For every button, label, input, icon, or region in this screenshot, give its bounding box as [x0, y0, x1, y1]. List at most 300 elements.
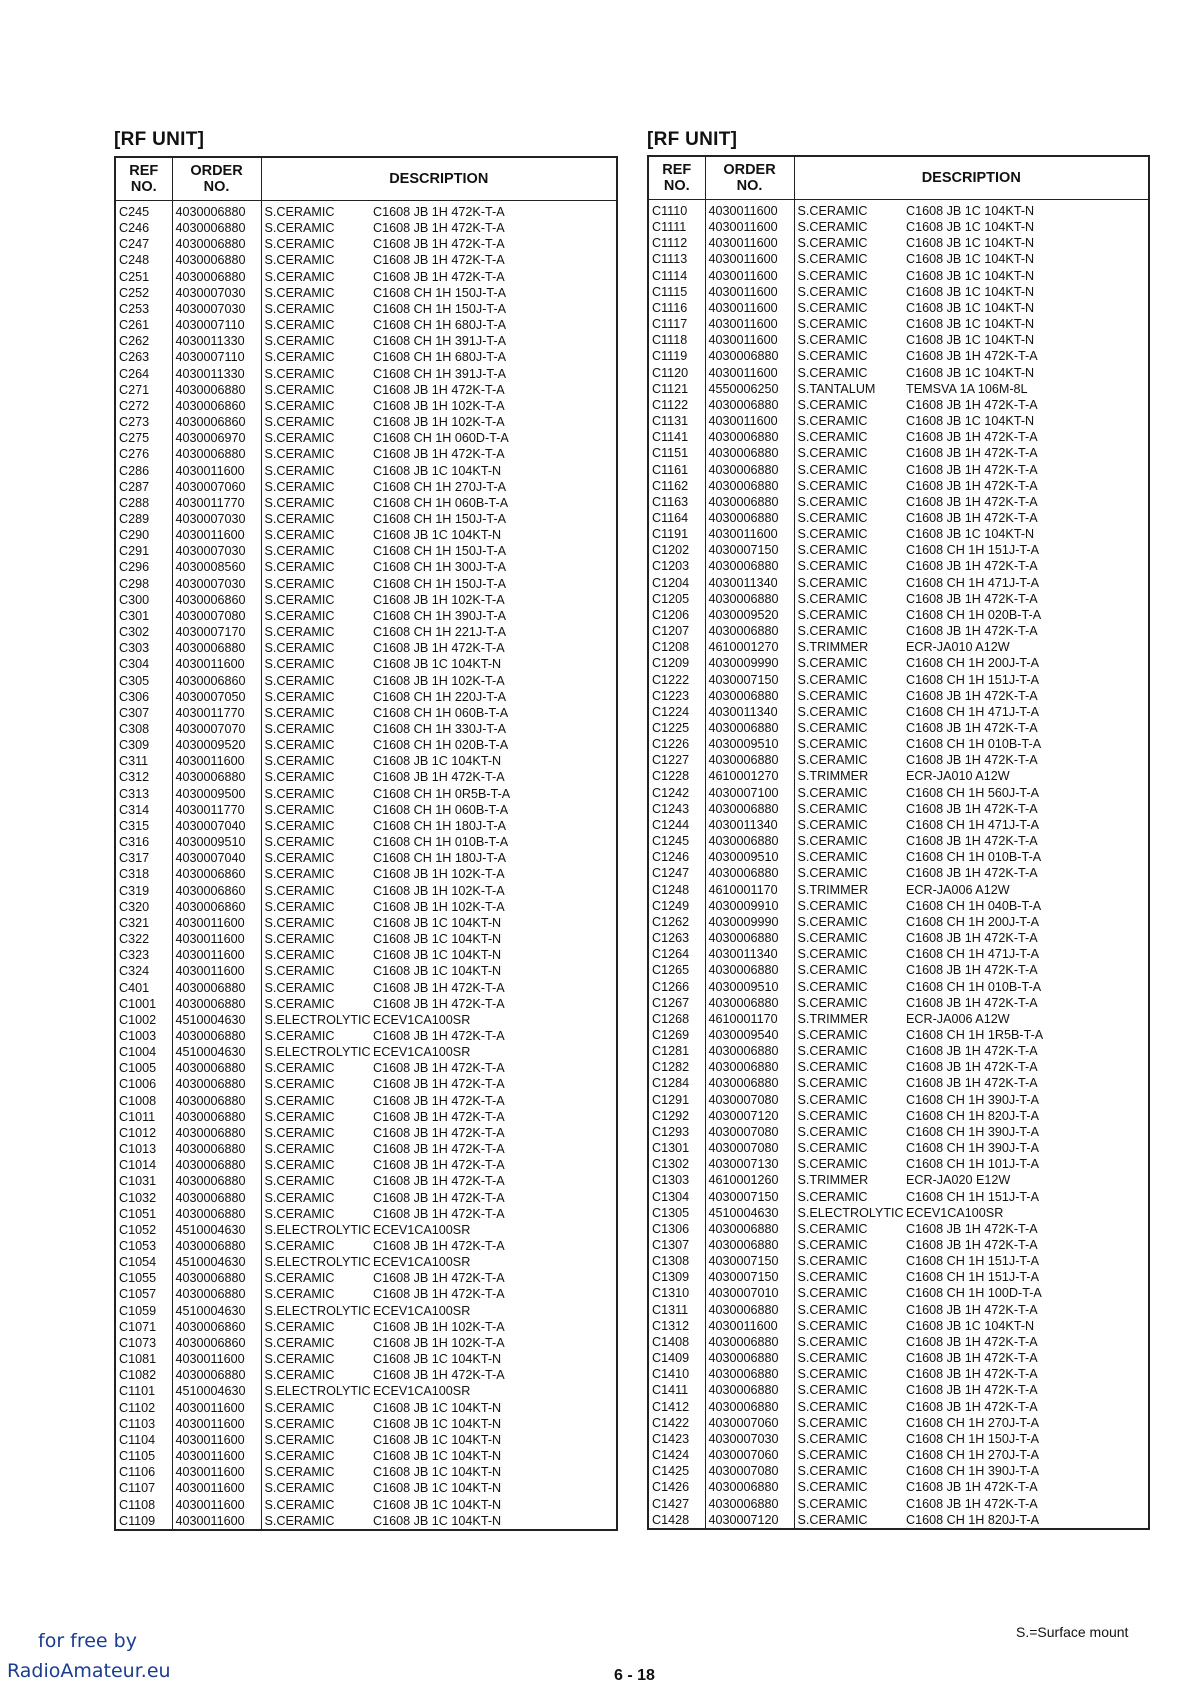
ref-no-cell: C288 — [115, 495, 172, 511]
table-row — [115, 366, 617, 382]
order-no-cell: 4030007110 — [172, 349, 261, 365]
part-type-cell: S.CERAMIC — [797, 1254, 868, 1269]
ref-no-cell: C1409 — [648, 1350, 705, 1366]
part-spec-cell: C1608 CH 1H 150J-T-A — [906, 1431, 1039, 1446]
ref-no-cell: C271 — [115, 382, 172, 398]
ref-no-cell: C1428 — [648, 1512, 705, 1529]
table-row — [115, 996, 617, 1012]
order-no-cell: 4030006880 — [705, 510, 794, 526]
table-row — [648, 962, 1149, 978]
part-type-cell: S.ELECTROLYTIC — [264, 1045, 371, 1060]
part-spec-cell: ECR-JA006 A12W — [906, 882, 1010, 897]
part-spec-cell: C1608 JB 1C 104KT-N — [906, 300, 1035, 315]
table-row — [115, 543, 617, 559]
part-type-cell: S.CERAMIC — [264, 269, 335, 284]
part-spec-cell: C1608 CH 1H 151J-T-A — [906, 1254, 1039, 1269]
part-spec-cell: C1608 JB 1H 472K-T-A — [906, 931, 1038, 946]
part-type-cell: S.CERAMIC — [264, 899, 335, 914]
order-no-cell: 4030007080 — [705, 1463, 794, 1479]
order-no-cell: 4030006880 — [705, 1221, 794, 1237]
ref-no-cell: C1427 — [648, 1496, 705, 1512]
part-type-cell: S.CERAMIC — [264, 382, 335, 397]
part-type-cell: S.CERAMIC — [264, 479, 335, 494]
part-spec-cell: C1608 JB 1H 472K-T-A — [906, 1334, 1038, 1349]
part-spec-cell: C1608 JB 1H 472K-T-A — [906, 559, 1038, 574]
part-spec-cell: C1608 JB 1H 472K-T-A — [373, 1093, 505, 1108]
order-no-cell: 4030006880 — [705, 1075, 794, 1091]
ref-no-cell: C1306 — [648, 1221, 705, 1237]
part-spec-cell: C1608 JB 1H 472K-T-A — [906, 494, 1038, 509]
ref-no-cell: C1264 — [648, 946, 705, 962]
part-type-cell: S.TRIMMER — [797, 882, 869, 897]
table-row — [115, 802, 617, 818]
ref-no-cell: C1307 — [648, 1237, 705, 1253]
part-type-cell: S.CERAMIC — [797, 317, 868, 332]
order-no-cell: 4030006880 — [705, 1043, 794, 1059]
ref-no-cell: C1103 — [115, 1416, 172, 1432]
ref-no-cell: C291 — [115, 543, 172, 559]
table-row — [648, 1415, 1149, 1431]
part-type-cell: S.CERAMIC — [797, 721, 868, 735]
table-row — [115, 1303, 617, 1319]
ref-no-cell: C247 — [115, 236, 172, 252]
part-type-cell: S.CERAMIC — [264, 592, 335, 607]
order-no-cell: 4030006880 — [172, 1190, 261, 1206]
order-no-cell: 4030006880 — [705, 995, 794, 1011]
part-type-cell: S.CERAMIC — [264, 1287, 335, 1302]
part-type-cell: S.CERAMIC — [264, 657, 335, 672]
part-spec-cell: C1608 JB 1C 104KT-N — [906, 1318, 1035, 1333]
order-no-cell: 4030006880 — [172, 1060, 261, 1076]
part-type-cell: S.CERAMIC — [797, 414, 868, 429]
part-spec-cell: C1608 JB 1C 104KT-N — [906, 365, 1035, 380]
table-row — [115, 1238, 617, 1254]
order-no-cell: 4030011600 — [172, 931, 261, 947]
table-row — [648, 752, 1149, 768]
part-type-cell: S.CERAMIC — [264, 786, 335, 801]
part-type-cell: S.CERAMIC — [264, 237, 335, 252]
ref-no-cell: C322 — [115, 931, 172, 947]
table-row — [115, 495, 617, 511]
order-no-cell: 4030011600 — [705, 251, 794, 267]
ref-no-cell: C401 — [115, 980, 172, 996]
part-spec-cell: C1608 CH 1H 391J-T-A — [373, 366, 506, 381]
order-no-cell: 4030011600 — [172, 1497, 261, 1513]
ref-no-cell: C253 — [115, 301, 172, 317]
part-type-cell: S.CERAMIC — [264, 334, 335, 349]
order-no-cell: 4030006880 — [705, 623, 794, 639]
part-spec-cell: C1608 JB 1H 472K-T-A — [906, 1496, 1038, 1511]
part-spec-cell: C1608 CH 1H 060D-T-A — [373, 431, 509, 446]
order-no-cell: 4030011600 — [172, 1448, 261, 1464]
part-type-cell: S.CERAMIC — [797, 1238, 868, 1252]
part-type-cell: S.CERAMIC — [797, 834, 868, 849]
part-spec-cell: ECR-JA010 A12W — [906, 769, 1010, 784]
table-row — [115, 414, 617, 430]
part-type-cell: S.CERAMIC — [797, 1270, 868, 1285]
part-type-cell: S.CERAMIC — [797, 349, 868, 364]
ref-no-cell: C1425 — [648, 1463, 705, 1479]
order-no-cell: 4030006880 — [172, 1109, 261, 1125]
part-spec-cell: C1608 JB 1C 104KT-N — [906, 204, 1035, 218]
order-no-cell: 4030006880 — [705, 1366, 794, 1382]
table-row — [648, 1447, 1149, 1463]
table-row — [115, 511, 617, 527]
order-no-cell: 4030006880 — [705, 494, 794, 510]
order-no-cell: 4030006880 — [705, 752, 794, 768]
table-row — [648, 865, 1149, 881]
part-type-cell: S.CERAMIC — [797, 607, 868, 622]
table-row — [648, 817, 1149, 833]
order-no-cell: 4030006880 — [172, 1238, 261, 1254]
ref-no-cell: C1106 — [115, 1464, 172, 1480]
part-spec-cell: C1608 JB 1C 104KT-N — [373, 657, 502, 672]
ref-no-cell: C313 — [115, 786, 172, 802]
ref-no-cell: C1282 — [648, 1059, 705, 1075]
part-type-cell: S.CERAMIC — [264, 1206, 335, 1221]
part-spec-cell: C1608 JB 1H 102K-T-A — [373, 673, 505, 688]
table-row — [648, 200, 1149, 220]
table-row — [648, 251, 1149, 267]
part-type-cell: S.ELECTROLYTIC — [264, 1303, 371, 1318]
part-spec-cell: C1608 CH 1H 151J-T-A — [906, 1270, 1039, 1285]
part-spec-cell: C1608 JB 1C 104KT-N — [373, 964, 502, 979]
ref-no-cell: C1301 — [648, 1140, 705, 1156]
part-spec-cell: C1608 CH 1H 150J-T-A — [373, 301, 506, 316]
order-no-cell: 4030006880 — [172, 1206, 261, 1222]
part-type-cell: S.CERAMIC — [264, 738, 335, 753]
order-no-cell: 4030006880 — [705, 558, 794, 574]
part-type-cell: S.CERAMIC — [264, 802, 335, 817]
order-no-cell: 4030007150 — [705, 1269, 794, 1285]
order-no-cell: 4030006880 — [172, 769, 261, 785]
ref-no-cell: C308 — [115, 721, 172, 737]
order-no-cell: 4030006880 — [705, 688, 794, 704]
order-no-cell: 4030007120 — [705, 1108, 794, 1124]
order-no-cell: 4030006860 — [172, 1319, 261, 1335]
left-parts-table — [114, 156, 618, 1531]
part-type-cell: S.CERAMIC — [264, 1400, 335, 1415]
ref-no-cell: C1269 — [648, 1027, 705, 1043]
part-type-cell: S.CERAMIC — [264, 463, 335, 478]
table-row — [648, 1205, 1149, 1221]
table-row — [648, 1124, 1149, 1140]
order-no-cell: 4030007070 — [172, 721, 261, 737]
order-no-cell: 4030006880 — [705, 962, 794, 978]
part-spec-cell: C1608 JB 1H 472K-T-A — [906, 1383, 1038, 1398]
part-spec-cell: C1608 JB 1C 104KT-N — [906, 317, 1035, 332]
table-row — [115, 608, 617, 624]
ref-no-cell: C1121 — [648, 381, 705, 397]
table-row — [648, 1463, 1149, 1479]
part-type-cell: S.CERAMIC — [797, 947, 868, 962]
order-no-cell: 4030011600 — [172, 1513, 261, 1530]
table-row — [648, 381, 1149, 397]
order-no-cell: 4030011340 — [705, 575, 794, 591]
order-no-cell: 4030007100 — [705, 785, 794, 801]
part-type-cell: S.CERAMIC — [797, 817, 868, 832]
part-spec-cell: C1608 JB 1H 102K-T-A — [373, 899, 505, 914]
part-spec-cell: C1608 CH 1H 270J-T-A — [906, 1415, 1039, 1430]
table-row — [115, 446, 617, 462]
part-spec-cell: C1608 JB 1H 472K-T-A — [906, 1060, 1038, 1075]
ref-no-cell: C1263 — [648, 930, 705, 946]
table-row — [648, 1496, 1149, 1512]
part-type-cell: S.ELECTROLYTIC — [797, 1205, 904, 1220]
order-no-cell: 4030011340 — [705, 946, 794, 962]
part-spec-cell: C1608 JB 1H 472K-T-A — [906, 963, 1038, 978]
part-type-cell: S.CERAMIC — [797, 446, 868, 461]
part-type-cell: S.CERAMIC — [264, 818, 335, 833]
part-type-cell: S.ELECTROLYTIC — [264, 1384, 371, 1399]
part-spec-cell: C1608 JB 1H 472K-T-A — [906, 1238, 1038, 1252]
part-spec-cell: C1608 JB 1H 472K-T-A — [373, 1077, 505, 1092]
ref-no-cell: C1032 — [115, 1190, 172, 1206]
table-row — [648, 348, 1149, 364]
part-type-cell: S.CERAMIC — [797, 1351, 868, 1366]
left-unit-title: [RF UNIT] — [114, 129, 205, 150]
ref-no-cell: C263 — [115, 349, 172, 365]
part-type-cell: S.CERAMIC — [797, 220, 868, 235]
right-unit-title: [RF UNIT] — [647, 129, 738, 150]
ref-no-cell: C1115 — [648, 284, 705, 300]
part-type-cell: S.CERAMIC — [797, 1076, 868, 1091]
part-spec-cell: C1608 JB 1H 472K-T-A — [373, 1190, 505, 1205]
ref-no-cell: C246 — [115, 220, 172, 236]
part-type-cell: S.CERAMIC — [797, 527, 868, 542]
part-type-cell: S.CERAMIC — [264, 1174, 335, 1189]
table-row — [648, 1221, 1149, 1237]
part-type-cell: S.CERAMIC — [797, 510, 868, 525]
ref-no-cell: C1131 — [648, 413, 705, 429]
part-type-cell: S.CERAMIC — [264, 932, 335, 947]
ref-no-cell: C316 — [115, 834, 172, 850]
table-row — [115, 624, 617, 640]
table-row — [648, 235, 1149, 251]
ref-no-cell: C1108 — [115, 1497, 172, 1513]
ref-no-cell: C1110 — [648, 200, 705, 220]
table-row — [648, 526, 1149, 542]
part-spec-cell: C1608 JB 1H 472K-T-A — [373, 1125, 505, 1140]
order-no-cell: 4030006880 — [705, 930, 794, 946]
part-spec-cell: C1608 CH 1H 150J-T-A — [373, 285, 506, 300]
part-spec-cell: C1608 JB 1H 472K-T-A — [906, 866, 1038, 881]
table-row — [648, 1399, 1149, 1415]
order-no-cell: 4030006880 — [172, 996, 261, 1012]
part-spec-cell: C1608 CH 1H 471J-T-A — [906, 704, 1039, 719]
table-row — [115, 673, 617, 689]
part-spec-cell: C1608 JB 1H 472K-T-A — [373, 980, 505, 995]
part-type-cell: S.CERAMIC — [264, 1109, 335, 1124]
ref-no-cell: C1005 — [115, 1060, 172, 1076]
order-no-cell: 4030009510 — [172, 834, 261, 850]
part-spec-cell: C1608 CH 1H 471J-T-A — [906, 947, 1039, 962]
ref-no-cell: C1163 — [648, 494, 705, 510]
order-no-cell: 4030011600 — [705, 413, 794, 429]
order-no-cell: 4030011340 — [705, 704, 794, 720]
part-type-cell: S.CERAMIC — [264, 495, 335, 510]
table-row — [648, 1043, 1149, 1059]
part-type-cell: S.CERAMIC — [797, 365, 868, 380]
part-spec-cell: C1608 JB 1H 472K-T-A — [373, 1142, 505, 1157]
ref-no-cell: C245 — [115, 201, 172, 221]
ref-no-cell: C1111 — [648, 219, 705, 235]
table-row — [648, 542, 1149, 558]
part-spec-cell: C1608 JB 1H 472K-T-A — [906, 834, 1038, 849]
order-no-cell: 4030006880 — [705, 1334, 794, 1350]
table-row — [115, 592, 617, 608]
ref-no-cell: C1004 — [115, 1044, 172, 1060]
part-type-cell: S.CERAMIC — [264, 673, 335, 688]
left-table-body — [115, 201, 617, 1530]
part-type-cell: S.CERAMIC — [264, 689, 335, 704]
part-spec-cell: C1608 JB 1H 102K-T-A — [373, 883, 505, 898]
ref-no-cell: C307 — [115, 705, 172, 721]
ref-no-cell: C1054 — [115, 1254, 172, 1270]
table-row — [648, 768, 1149, 784]
order-no-cell: 4030007030 — [172, 576, 261, 592]
table-row — [115, 1109, 617, 1125]
part-spec-cell: C1608 CH 1H 680J-T-A — [373, 318, 506, 333]
table-row — [648, 946, 1149, 962]
order-no-cell: 4030006880 — [172, 1125, 261, 1141]
table-row — [115, 834, 617, 850]
part-spec-cell: C1608 CH 1H 330J-T-A — [373, 722, 506, 736]
order-no-cell: 4030006860 — [172, 592, 261, 608]
order-no-cell: 4030011600 — [172, 1432, 261, 1448]
order-no-cell: 4610001170 — [705, 882, 794, 898]
order-no-cell: 4030007080 — [705, 1140, 794, 1156]
part-spec-cell: C1608 JB 1C 104KT-N — [373, 932, 502, 947]
part-spec-cell: C1608 JB 1H 472K-T-A — [373, 447, 505, 462]
order-no-cell: 4030006880 — [172, 236, 261, 252]
ref-no-cell: C1291 — [648, 1092, 705, 1108]
part-type-cell: S.CERAMIC — [797, 979, 868, 994]
description-header: DESCRIPTION — [261, 157, 617, 201]
order-no-cell: 4030009520 — [172, 737, 261, 753]
table-row — [648, 672, 1149, 688]
order-no-cell: 4030011600 — [172, 963, 261, 979]
order-no-cell: 4030011600 — [172, 1400, 261, 1416]
order-no-cell: 4610001270 — [705, 768, 794, 784]
order-no-cell: 4030011600 — [172, 527, 261, 543]
ref-no-cell: C1209 — [648, 655, 705, 671]
part-spec-cell: C1608 CH 1H 471J-T-A — [906, 575, 1039, 590]
part-spec-cell: ECEV1CA100SR — [373, 1222, 471, 1237]
part-spec-cell: C1608 JB 1H 472K-T-A — [373, 253, 505, 268]
part-spec-cell: C1608 JB 1H 472K-T-A — [906, 688, 1038, 703]
order-no-cell: 4030009510 — [705, 979, 794, 995]
part-type-cell: S.CERAMIC — [264, 1352, 335, 1367]
part-spec-cell: C1608 CH 1H 820J-T-A — [906, 1512, 1039, 1527]
table-row — [648, 397, 1149, 413]
part-type-cell: S.CERAMIC — [797, 559, 868, 574]
table-row — [115, 1190, 617, 1206]
part-type-cell: S.CERAMIC — [797, 284, 868, 299]
part-type-cell: S.CERAMIC — [797, 1399, 868, 1414]
part-spec-cell: C1608 JB 1C 104KT-N — [373, 1416, 502, 1431]
order-no-cell: 4030006880 — [705, 462, 794, 478]
table-row — [115, 1125, 617, 1141]
order-no-cell: 4030011600 — [705, 332, 794, 348]
ref-no-cell: C1242 — [648, 785, 705, 801]
table-row — [115, 818, 617, 834]
part-type-cell: S.CERAMIC — [797, 866, 868, 881]
ref-no-cell: C1426 — [648, 1479, 705, 1495]
table-row — [115, 980, 617, 996]
table-row — [115, 252, 617, 268]
order-no-cell: 4030011600 — [705, 200, 794, 220]
order-no-cell: 4510004630 — [172, 1383, 261, 1399]
table-row — [648, 849, 1149, 865]
part-spec-cell: C1608 JB 1H 472K-T-A — [373, 269, 505, 284]
part-type-cell: S.CERAMIC — [797, 1496, 868, 1511]
ref-no-cell: C1226 — [648, 736, 705, 752]
part-spec-cell: C1608 JB 1H 472K-T-A — [906, 801, 1038, 816]
ref-no-cell: C1205 — [648, 591, 705, 607]
part-type-cell: S.CERAMIC — [797, 268, 868, 283]
part-spec-cell: C1608 CH 1H 1R5B-T-A — [906, 1027, 1044, 1042]
table-row — [648, 1318, 1149, 1334]
ref-no-cell: C251 — [115, 269, 172, 285]
part-type-cell: S.CERAMIC — [797, 963, 868, 978]
order-no-cell: 4030006880 — [172, 382, 261, 398]
part-type-cell: S.CERAMIC — [264, 705, 335, 720]
order-no-cell: 4030007050 — [172, 689, 261, 705]
table-row — [648, 1366, 1149, 1382]
part-type-cell: S.CERAMIC — [797, 1334, 868, 1349]
order-no-cell: 4030007150 — [705, 672, 794, 688]
part-type-cell: S.CERAMIC — [797, 914, 868, 929]
part-spec-cell: C1608 JB 1H 472K-T-A — [906, 753, 1038, 768]
part-spec-cell: C1608 JB 1C 104KT-N — [373, 1352, 502, 1367]
ref-no-cell: C1109 — [115, 1513, 172, 1530]
part-spec-cell: C1608 JB 1H 472K-T-A — [906, 1399, 1038, 1414]
order-no-cell: 4030009990 — [705, 655, 794, 671]
ref-no-cell: C1410 — [648, 1366, 705, 1382]
ref-no-cell: C1151 — [648, 445, 705, 461]
ref-no-cell: C302 — [115, 624, 172, 640]
ref-no-cell: C1071 — [115, 1319, 172, 1335]
part-type-cell: S.CERAMIC — [264, 1319, 335, 1334]
ref-no-cell: C1053 — [115, 1238, 172, 1254]
part-type-cell: S.CERAMIC — [797, 931, 868, 946]
part-type-cell: S.CERAMIC — [797, 1108, 868, 1123]
ref-no-cell: C1204 — [648, 575, 705, 591]
table-row — [115, 1028, 617, 1044]
right-table-body — [648, 200, 1149, 1529]
table-row — [648, 1350, 1149, 1366]
part-spec-cell: C1608 CH 1H 060B-T-A — [373, 705, 509, 720]
ref-no-cell: C1055 — [115, 1270, 172, 1286]
table-row — [648, 1092, 1149, 1108]
order-no-cell: 4030011600 — [172, 1480, 261, 1496]
table-row — [648, 413, 1149, 429]
part-type-cell: S.CERAMIC — [797, 543, 868, 558]
order-no-cell: 4030011600 — [705, 365, 794, 381]
ref-no-cell: C1057 — [115, 1286, 172, 1302]
part-spec-cell: C1608 JB 1H 472K-T-A — [373, 641, 505, 656]
part-spec-cell: C1608 CH 1H 180J-T-A — [373, 851, 506, 866]
part-type-cell: S.CERAMIC — [797, 575, 868, 590]
table-row — [648, 558, 1149, 574]
ref-no-cell: C1305 — [648, 1205, 705, 1221]
part-spec-cell: C1608 JB 1H 472K-T-A — [906, 397, 1038, 412]
order-no-cell: 4510004630 — [172, 1222, 261, 1238]
part-type-cell: S.CERAMIC — [797, 737, 868, 752]
part-spec-cell: C1608 JB 1H 472K-T-A — [906, 462, 1038, 477]
ref-no-cell: C275 — [115, 430, 172, 446]
